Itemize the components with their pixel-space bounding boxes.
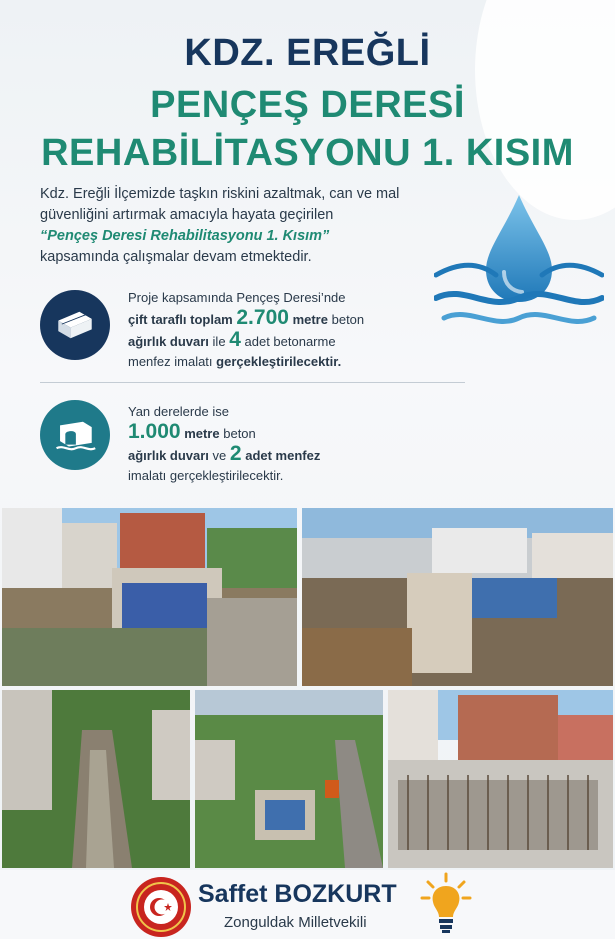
mp-title: Zonguldak Milletvekili — [224, 914, 367, 931]
feature2-number-1: 1.000 — [128, 420, 181, 443]
feature1-line-a: Proje kapsamında Pençeş Deresi’nde — [128, 290, 346, 305]
construction-photo-1 — [2, 508, 297, 686]
feature1-b: çift taraflı toplam — [128, 312, 233, 327]
feature2-number-2: 2 — [229, 442, 242, 465]
title-phase: REHABİLİTASYONU 1. KISIM — [41, 132, 574, 174]
feature-text-2 — [128, 402, 468, 486]
lightbulb-logo-icon — [420, 872, 472, 936]
intro-line-1: Kdz. Ereğli İlçemizde taşkın riskini azaltmak, can ve mal — [40, 186, 400, 202]
feature2-line-a: Yan derelerde ise — [128, 404, 229, 419]
title-location: KDZ. EREĞLİ — [184, 32, 431, 74]
construction-photo-2 — [302, 508, 613, 686]
feature2-d: ağırlık duvarı — [128, 448, 209, 463]
feature1-i: gerçekleştirilecektir. — [216, 354, 342, 369]
mp-name: Saffet BOZKURT — [198, 880, 397, 908]
title-project: PENÇEŞ DERESİ — [150, 84, 465, 126]
aerial-photo-1 — [2, 690, 190, 868]
aerial-photo-2 — [195, 690, 383, 868]
beam-icon — [40, 290, 110, 360]
feature2-b: metre — [184, 426, 220, 441]
feature1-number-1: 2.700 — [236, 306, 289, 329]
feature2-e: ve — [212, 448, 227, 463]
feature1-h: menfez imalatı — [128, 354, 213, 369]
construction-photo-3 — [388, 690, 613, 868]
intro-line-2: güvenliğini artırmak amacıyla hayata geçirilen — [40, 207, 334, 223]
feature2-c: beton — [223, 426, 256, 441]
divider — [40, 382, 465, 383]
feature1-number-2: 4 — [229, 328, 241, 351]
intro-highlight: “Pençeş Deresi Rehabilitasyonu 1. Kısım” — [40, 228, 330, 244]
feature1-f: ile — [212, 334, 226, 349]
parliament-seal-icon — [130, 876, 192, 938]
feature-text-1 — [128, 288, 468, 372]
intro-line-4: kapsamında çalışmalar devam etmektedir. — [40, 249, 312, 265]
feature1-d: beton — [331, 312, 365, 327]
feature1-c: metre — [292, 312, 328, 327]
feature1-g: adet betonarme — [244, 334, 336, 349]
feature2-f: adet menfez — [245, 448, 321, 463]
feature1-e: ağırlık duvarı — [128, 334, 209, 349]
intro-paragraph — [40, 184, 440, 268]
feature2-g: imalatı gerçekleştirilecektir. — [128, 468, 284, 483]
culvert-icon — [40, 400, 110, 470]
